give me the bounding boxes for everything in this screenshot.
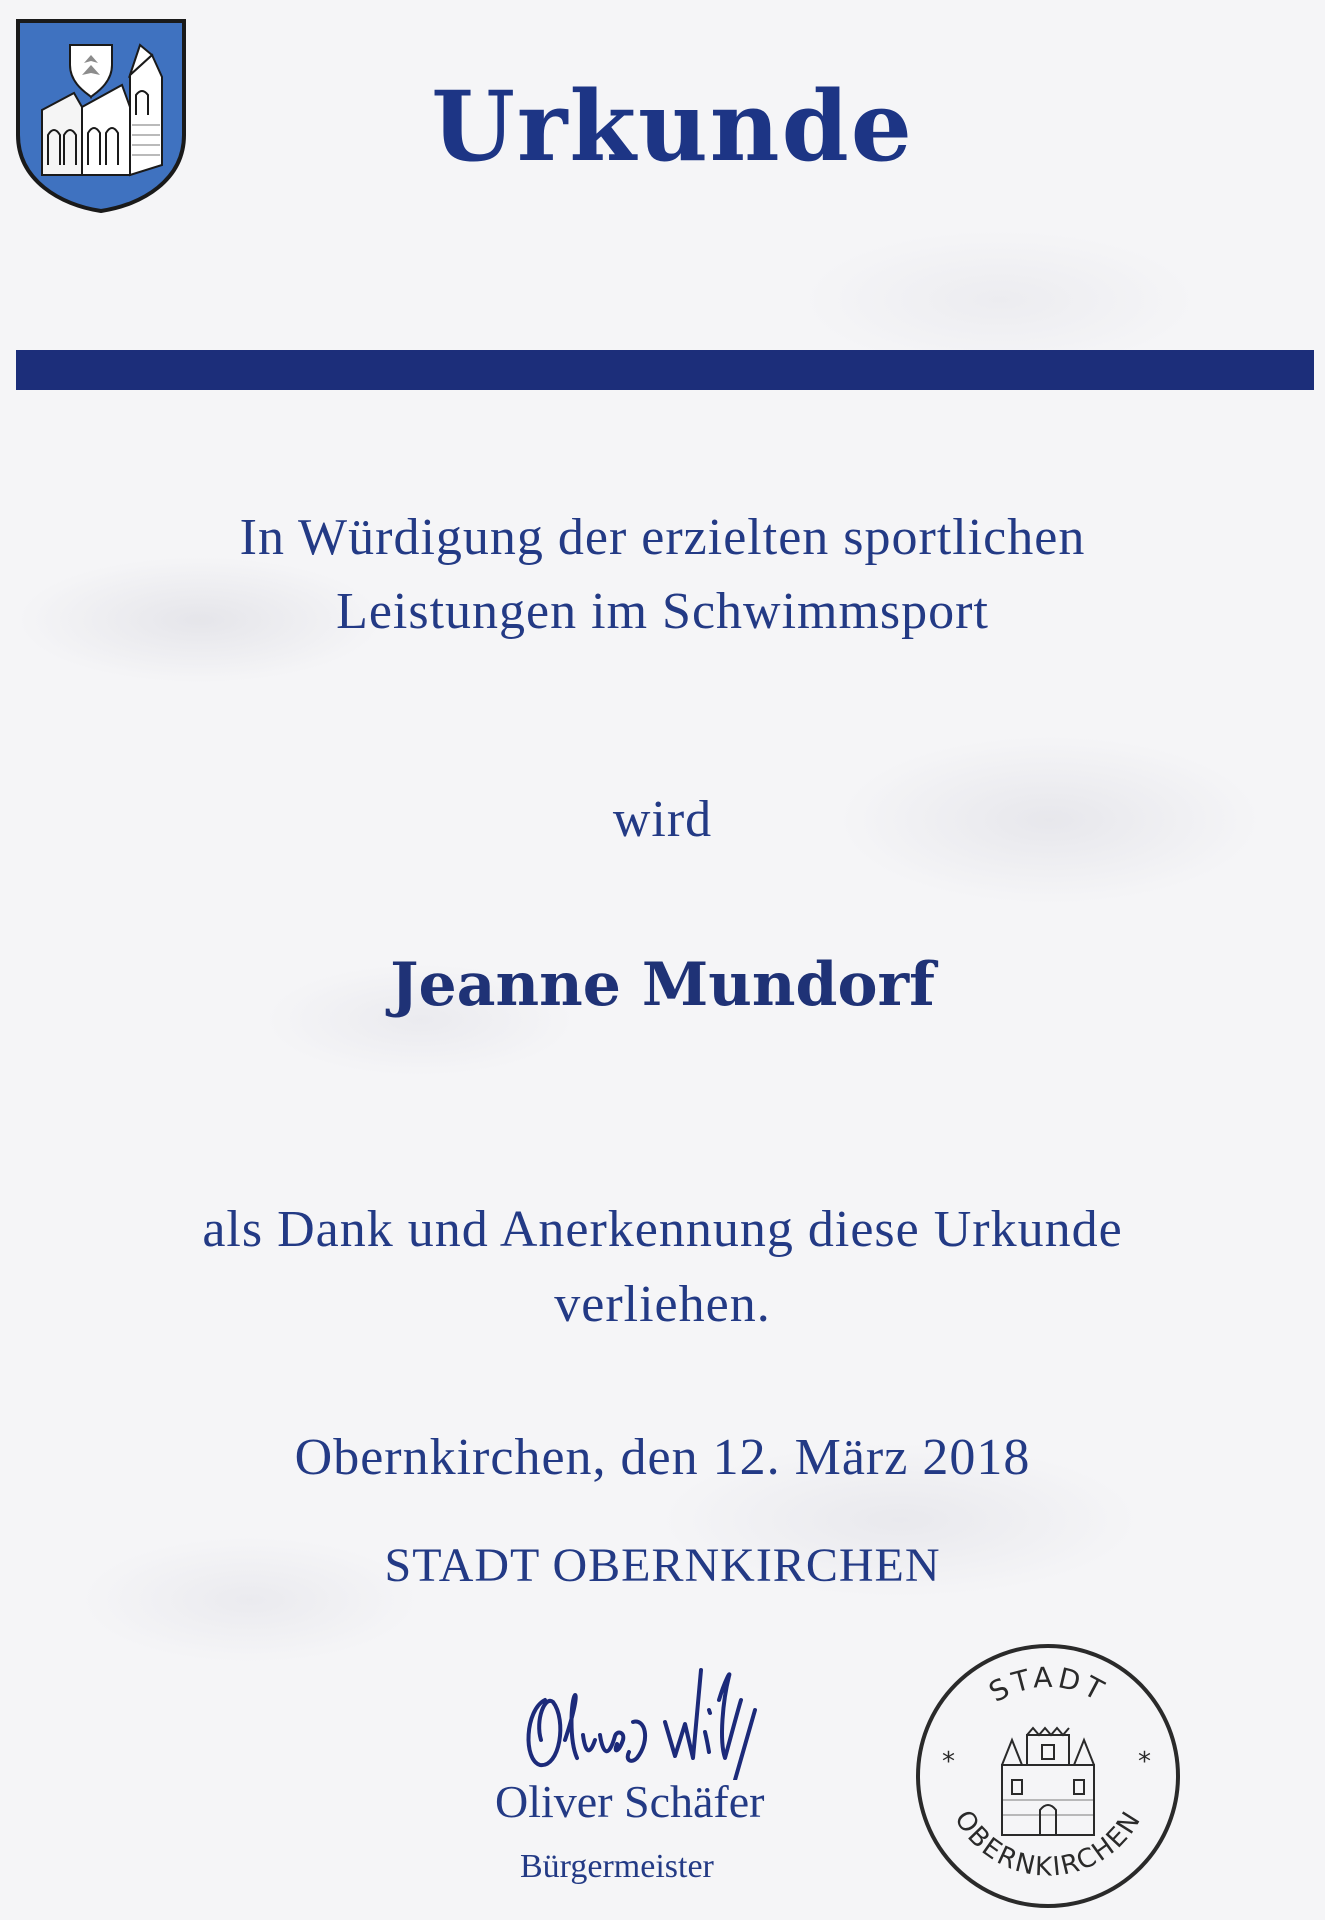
svg-text:STADT: [984, 1661, 1113, 1709]
closing-line-2: verliehen.: [554, 1276, 771, 1333]
connector-text: wird: [612, 791, 713, 848]
recipient-name: Jeanne Mundorf: [390, 950, 935, 1020]
intro-line-1: In Würdigung der erzielten sportlichen: [239, 509, 1086, 566]
signature-icon: [505, 1640, 805, 1780]
seal-top-text: STADT: [983, 1660, 1113, 1709]
svg-text:OBERNKIRCHEN: [948, 1805, 1148, 1882]
signer-name: Oliver Schäfer: [495, 1776, 765, 1827]
seal-bottom-text: OBERNKIRCHEN: [948, 1805, 1148, 1883]
official-seal-icon: [912, 1640, 1184, 1912]
issuer-name: STADT OBERNKIRCHEN: [384, 1539, 941, 1592]
svg-text:*: *: [1138, 1747, 1151, 1777]
signer-role: Bürgermeister: [520, 1848, 714, 1885]
title-divider-bar: [16, 350, 1314, 390]
svg-text:*: *: [942, 1747, 955, 1777]
certificate-title: Urkunde: [431, 70, 914, 183]
intro-line-2: Leistungen im Schwimmsport: [336, 583, 989, 640]
closing-line-1: als Dank und Anerkennung diese Urkunde: [202, 1201, 1123, 1258]
place-date: Obernkirchen, den 12. März 2018: [294, 1429, 1031, 1486]
